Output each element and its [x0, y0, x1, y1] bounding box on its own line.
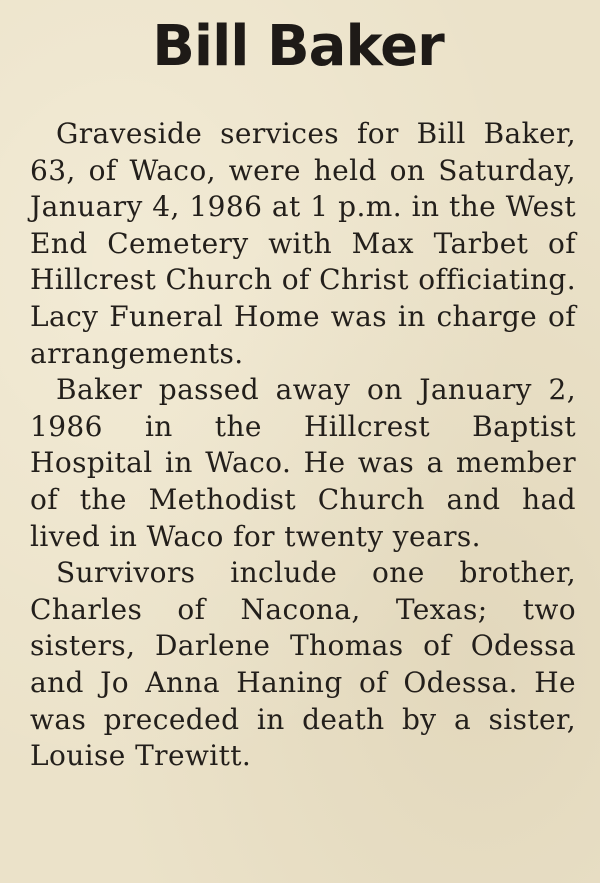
- obituary-headline: Bill Baker: [152, 14, 444, 79]
- paragraph-services: Graveside services for Bill Baker, 63, of Waco, were held on Saturday, January 4, 1986 at 1 p.m. in the West End Cemetery with Max Tarbet of Hillcrest Church of Christ officiating. Lacy Funeral Home was in charge of arrangements.: [30, 117, 576, 370]
- obituary-body: [30, 116, 576, 775]
- paragraph-passing: Baker passed away on January 2, 1986 in the Hillcrest Baptist Hospital in Waco. He was a member of the Methodist Church and had lived in Waco for twenty years.: [30, 373, 576, 553]
- paragraph-survivors: Survivors include one brother, Charles of Nacona, Texas; two sisters, Darlene Thomas of Odessa and Jo Anna Haning of Odessa. He was preceded in death by a sister, Louise Trewitt.: [30, 556, 576, 773]
